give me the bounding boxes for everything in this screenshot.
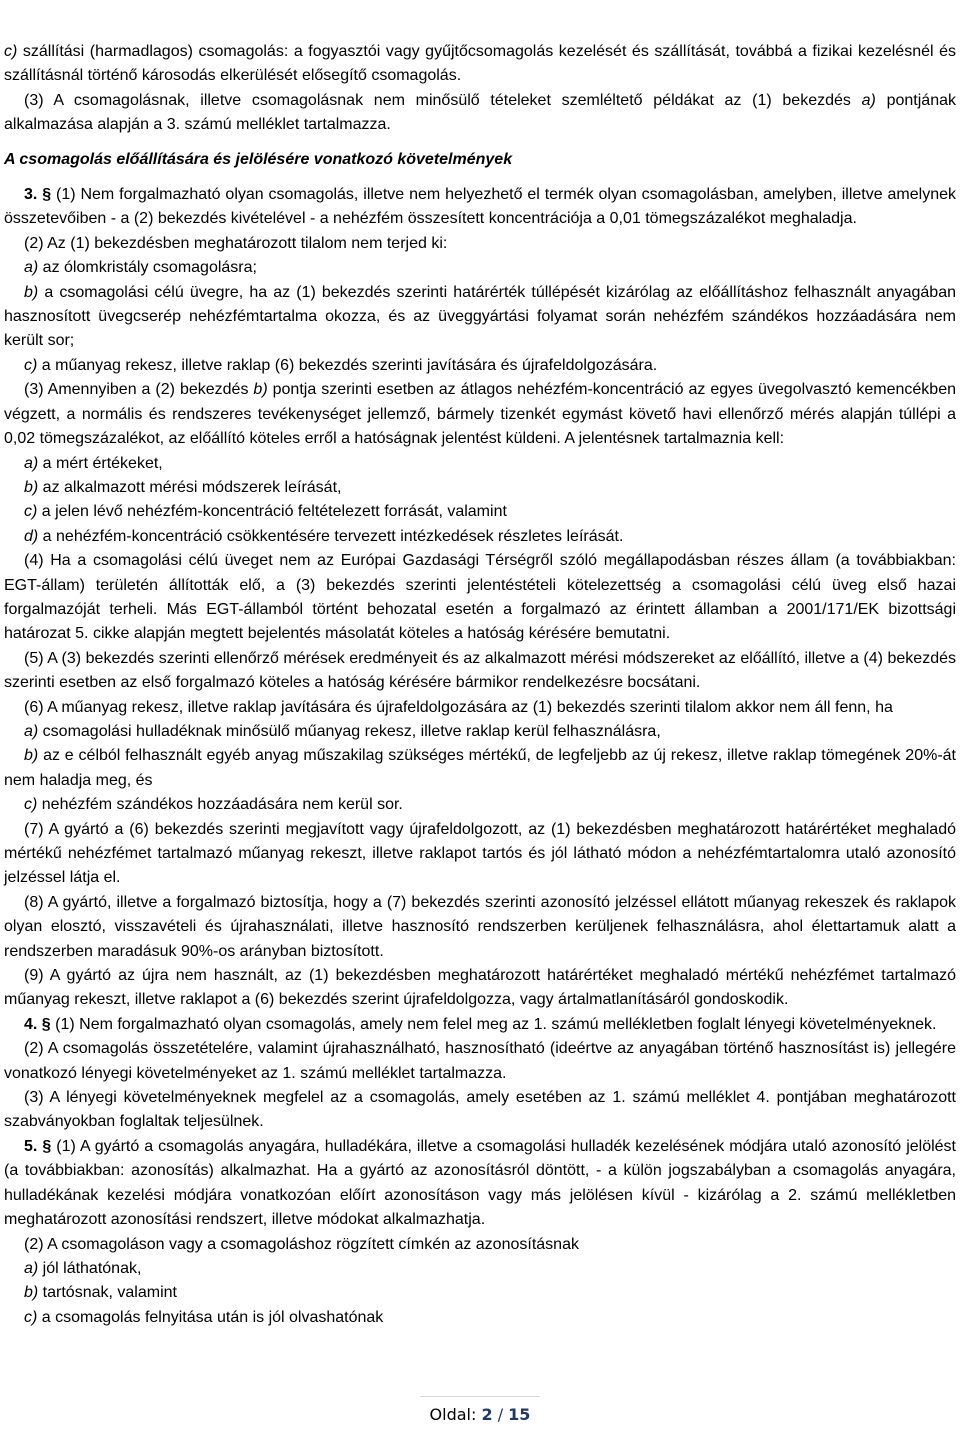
text-run: (2) Az (1) bekezdésben meghatározott tilalom nem terjed ki: xyxy=(24,234,448,252)
paragraph xyxy=(4,549,956,647)
paragraph xyxy=(4,1135,956,1233)
paragraph xyxy=(4,720,956,744)
text-run: csomagolási hulladéknak minősülő műanyag rekesz, illetve raklap kerül felhasználásra, xyxy=(38,722,661,740)
paragraph xyxy=(4,647,956,696)
point-marker: a) xyxy=(24,454,39,472)
paragraph xyxy=(4,89,956,138)
text-run: (3) Amennyiben a (2) bekezdés xyxy=(24,381,254,399)
text-run: pontjának alkalmazása alapján a 3. számú melléklet tartalmazza. xyxy=(4,91,956,134)
text-run: nehézfém szándékos hozzáadására nem kerül sor. xyxy=(37,796,403,814)
paragraph xyxy=(4,1281,956,1305)
paragraph xyxy=(4,1233,956,1257)
point-marker: d) xyxy=(24,527,39,545)
point-marker: b) xyxy=(24,747,39,765)
point-marker: c) xyxy=(4,43,18,60)
point-marker: a) xyxy=(24,259,39,277)
paragraph xyxy=(4,891,956,964)
footer-total-pages: 15 xyxy=(508,1405,531,1424)
point-marker: c) xyxy=(24,1308,38,1326)
footer-page-label: Oldal: xyxy=(429,1405,482,1424)
footer-divider xyxy=(420,1396,540,1397)
text-run: (2) A csomagoláson vagy a csomagoláshoz rögzített címkén az azonosításnak xyxy=(24,1235,579,1253)
text-run: a nehézfém-koncentráció csökkentésére tervezett intézkedések részletes leírását. xyxy=(38,527,624,545)
page-footer xyxy=(0,1405,960,1424)
text-run: szállítási (harmadlagos) csomagolás: a fogyasztói vagy gyűjtőcsomagolás kezelését és szállítását, továbbá a fizikai kezelésnél és szállításnál történő károsodás elkerülését elősegítő csomagolás. xyxy=(4,43,956,85)
text-run: az ólomkristály csomagolásra; xyxy=(38,259,257,277)
text-run: (3) A lényegi követelményeknek megfelel az a csomagolás, amely esetében az 1. számú melléklet 4. pontjában meghatározott szabványokban foglaltak teljesülnek. xyxy=(4,1089,956,1131)
paragraph xyxy=(4,696,956,720)
text-run: (9) A gyártó az újra nem használt, az (1) bekezdésben meghatározott határértéket meghaladó mértékű nehézfémet tartalmazó műanyag rekeszt, illetve raklapot a (6) bekezdés szerint újrafeldolgozza, vagy ártalmatlanításáról gondoskodik. xyxy=(4,967,956,1009)
point-marker: a) xyxy=(24,1259,39,1277)
text-run: A csomagolás előállítására és jelölésére vonatkozó követelmények xyxy=(4,150,513,168)
point-marker: b) xyxy=(24,1284,39,1302)
section-number: 5. § xyxy=(24,1137,52,1155)
paragraph xyxy=(4,744,956,793)
point-marker: c) xyxy=(24,503,38,521)
text-run: (1) A gyártó a csomagolás anyagára, hulladékára, illetve a csomagolási hulladék kezelésének módjára utaló azonosító jelölést (a továbbiakban: azonosítás) alkalmazhat. Ha a gyártó az azonosításról döntött, - a külön jogszabályban a csomagolás anyagára, hulladékának kezelési módjára vonatkozóan előírt azonosításon vagy más jelölésen kívül - kizárólag a 2. számú mellékletben meghatározott azonosítási rendszert, illetve módokat alkalmazhatja. xyxy=(4,1137,957,1229)
text-run: az alkalmazott mérési módszerek leírását, xyxy=(38,478,342,496)
text-run: a csomagolási célú üvegre, ha az (1) bekezdés szerinti határérték túllépését kizárólag az előállításhoz felhasznált anyagában hasznosított üvegcserép nehézfémtartalma okozza, és az üveggyártási folyamat során nehézfém szándékos hozzáadására nem került sor; xyxy=(4,283,956,350)
text-run: a mért értékeket, xyxy=(38,454,163,472)
text-run: (2) A csomagolás összetételére, valamint újrahasználható, hasznosítható (ideértve az anyagában történő hasznosítást is) jellegére vonatkozó lényegi követelményeket az 1. számú melléklet tartalmazza. xyxy=(4,1040,956,1082)
paragraph xyxy=(4,525,956,549)
paragraph xyxy=(4,818,956,891)
paragraph xyxy=(4,1306,956,1330)
paragraph xyxy=(4,1013,956,1037)
text-run: a csomagolás felnyitása után is jól olvashatónak xyxy=(37,1308,384,1326)
paragraph xyxy=(4,256,956,280)
point-marker: c) xyxy=(24,796,38,814)
text-run: jól láthatónak, xyxy=(38,1259,142,1277)
text-run: a műanyag rekesz, illetve raklap (6) bekezdés szerinti javítására és újrafeldolgozására. xyxy=(37,356,658,374)
section-heading xyxy=(4,148,956,172)
text-run: (4) Ha a csomagolási célú üveget nem az Európai Gazdasági Térségről szóló megállapodásban részes állam (a továbbiakban: EGT-állam) területén állították elő, a (3) bekezdés szerinti jelentéstételi kötelezettség a csomagolási célú üveg első hazai forgalmazóját terheli. Más EGT-államból történt behozatal esetén a forgalmazó az érintett államban a 2001/171/EK bizottsági határozat 5. cikke alapján megtett bejelentés másolatát köteles a hatóság kérésére bemutatni. xyxy=(4,552,956,643)
paragraph xyxy=(4,793,956,817)
paragraph xyxy=(4,452,956,476)
text-run: (7) A gyártó a (6) bekezdés szerinti megjavított vagy újrafeldolgozott, az (1) bekezdésben meghatározott határértéket meghaladó mértékű nehézfémet tartalmazó műanyag rekeszt, illetve raklapot tartós és jól látható módon a nehézfémtartalomra utaló azonosító jelzéssel látja el. xyxy=(4,820,956,887)
paragraph xyxy=(4,354,956,378)
text-run: (8) A gyártó, illetve a forgalmazó biztosítja, hogy a (7) bekezdés szerinti azonosító jelzéssel ellátott műanyag rekeszek és raklapok olyan elosztó, visszavételi és újrahasználati, illetve hasznosító rendszerben kerüljenek felhasználásra, ahol élettartamuk alatt a rendszerben maradásuk 90%-os arányban biztosított. xyxy=(4,893,956,960)
paragraph xyxy=(4,378,956,451)
paragraph xyxy=(4,1037,956,1086)
point-marker: a) xyxy=(24,722,39,740)
point-marker: c) xyxy=(24,356,38,374)
footer-page-separator: / xyxy=(492,1405,509,1424)
text-run: pontja szerinti esetben az átlagos nehézfém-koncentráció az egyes üvegolvasztó kemencékben végzett, a normális és rendszeres tevékenységet jellemző, bármely tizenkét egymást követő havi ellenőrző mérés alapján túllépi a 0,02 tömegszázalékot, az előállító köteles erről a hatóságnak jelentést küldeni. A jelentésnek tartalmaznia kell: xyxy=(4,381,956,448)
point-marker: b) xyxy=(24,283,39,301)
paragraph xyxy=(4,964,956,1013)
paragraph xyxy=(4,281,956,354)
text-run: (1) Nem forgalmazható olyan csomagolás, amely nem felel meg az 1. számú mellékletben foglalt lényegi követelményeknek. xyxy=(50,1015,937,1033)
text-run: (6) A műanyag rekesz, illetve raklap javítására és újrafeldolgozására az (1) bekezdés szerinti tilalom akkor nem áll fenn, ha xyxy=(24,698,893,716)
document-body xyxy=(4,40,956,1330)
paragraph xyxy=(4,183,956,232)
section-number: 3. § xyxy=(24,186,52,204)
text-run: tartósnak, valamint xyxy=(38,1284,177,1302)
text-run: (5) A (3) bekezdés szerinti ellenőrző mérések eredményeit és az alkalmazott mérési módszereket az előállító, illetve a (4) bekezdés szerinti esetben az első forgalmazó köteles a hatóság kérésére bármikor rendelkezésre bocsátani. xyxy=(4,649,956,692)
text-run: (1) Nem forgalmazható olyan csomagolás, illetve nem helyezhető el termék olyan csomagolásban, amelyben, illetve amelynek összetevőiben - a (2) bekezdés kivételével - a nehézfém összesített koncentrációja a 0,01 tömegszázalékot meghaladja. xyxy=(4,186,957,228)
point-marker: b) xyxy=(253,381,268,399)
paragraph xyxy=(4,476,956,500)
paragraph xyxy=(4,40,956,89)
text-run: (3) A csomagolásnak, illetve csomagolásnak nem minősülő tételeket szemléltető példákat az (1) bekezdés xyxy=(24,91,862,109)
text-run: a jelen lévő nehézfém-koncentráció feltételezett forrását, valamint xyxy=(37,503,507,521)
paragraph xyxy=(4,500,956,524)
text-run: az e célból felhasznált egyéb anyag műszakilag szükséges mértékű, de legfeljebb az új rekesz, illetve raklap tömegének 20%-át nem haladja meg, és xyxy=(4,747,956,789)
point-marker: a) xyxy=(861,91,876,109)
section-number: 4. § xyxy=(24,1015,51,1033)
paragraph xyxy=(4,232,956,256)
footer-current-page: 2 xyxy=(481,1405,493,1424)
paragraph xyxy=(4,1086,956,1135)
paragraph xyxy=(4,1257,956,1281)
point-marker: b) xyxy=(24,478,39,496)
